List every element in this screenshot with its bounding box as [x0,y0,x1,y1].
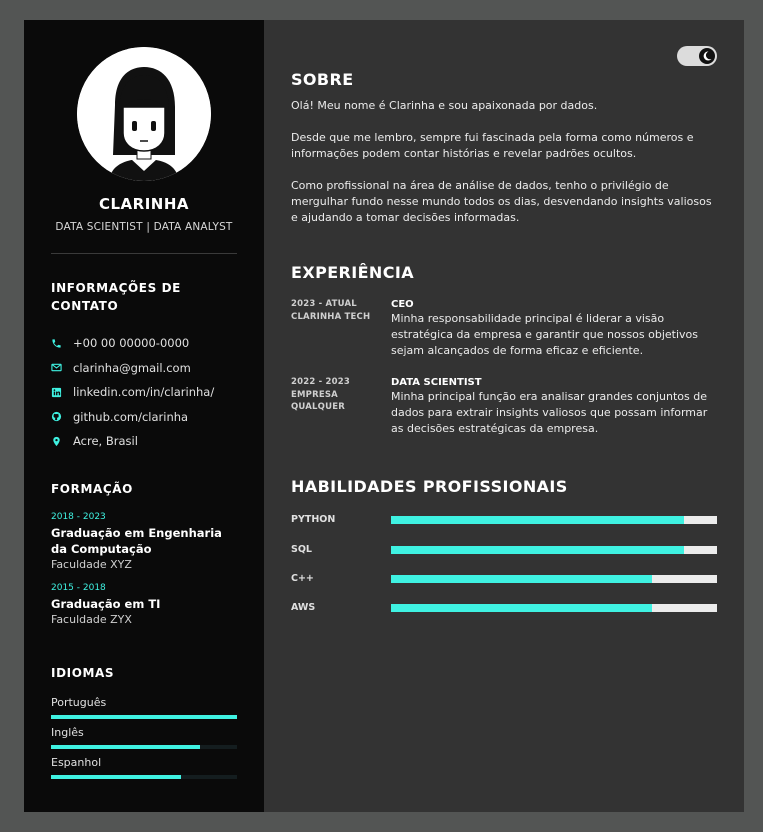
profile-name: CLARINHA [98,195,190,213]
experience-title: EXPERIÊNCIA [291,263,414,282]
skill-bar-fill [391,604,652,612]
profile-role: DATA SCIENTIST | DATA ANALYST [55,221,233,233]
about-paragraph: Como profissional na área de análise de dados, tenho o privilégio de mergulhar fundo nesse mundo todos os dias, desvendando insights valiosos e ajudando a tomar decisões informadas. [291,179,712,224]
education-title: FORMAÇÃO [51,482,133,496]
skill-bar-fill [391,516,684,524]
skill-bar [391,546,717,554]
sidebar-divider [51,253,237,254]
language-item [51,726,237,749]
email-icon [51,361,73,375]
education-item [51,583,241,628]
location-icon [51,434,73,448]
skill-label: SQL [291,544,312,555]
skill-item [291,514,717,525]
languages-title: IDIOMAS [51,666,115,680]
language-label: Português [51,696,107,709]
skill-bar-fill [391,575,652,583]
contact-email[interactable] [51,356,241,381]
language-bar-fill [51,775,181,779]
experience-period: 2022 - 2023 [291,377,350,387]
skill-item [291,573,717,584]
skill-item [291,544,717,555]
contact-phone[interactable] [51,331,241,356]
education-years: 2018 - 2023 [51,512,106,522]
language-label: Inglês [51,726,84,739]
contact-list [51,331,241,454]
skill-item [291,602,717,613]
skill-label: AWS [291,602,316,613]
theme-toggle[interactable] [677,46,717,66]
contact-location-text: Acre, Brasil [73,434,138,449]
experience-desc: Minha responsabilidade principal é liderar a visão estratégica da empresa e garantir que nossos objetivos sejam alcançados de forma eficaz e eficiente. [391,312,699,357]
contact-title: INFORMAÇÕES DE CONTATO [51,281,181,313]
education-degree: Graduação em Engenharia da Computação [51,526,222,556]
experience-job: CEO [391,299,414,310]
avatar [77,47,211,181]
language-label: Espanhol [51,756,102,769]
education-degree: Graduação em TI [51,597,161,611]
about-paragraph: Desde que me lembro, sempre fui fascinada pela forma como números e informações podem contar histórias e revelar padrões ocultos. [291,131,694,160]
phone-icon [51,336,73,350]
language-bar [51,775,237,779]
education-years: 2015 - 2018 [51,583,106,593]
linkedin-icon [51,385,73,399]
skill-bar-fill [391,546,684,554]
about-title: SOBRE [291,70,354,89]
experience-period: 2023 - ATUAL [291,299,357,309]
experience-desc: Minha principal função era analisar grandes conjuntos de dados para extrair insights valiosos que possam informar as decisões estratégicas da empresa. [391,390,708,435]
moon-icon [699,48,715,64]
skill-bar [391,575,717,583]
experience-item [291,376,721,437]
skills-title: HABILIDADES PROFISSIONAIS [291,477,568,496]
experience-job: DATA SCIENTIST [391,377,482,388]
skill-bar [391,516,717,524]
contact-location [51,429,241,454]
education-school: Faculdade ZYX [51,613,132,626]
sidebar [24,20,264,812]
contact-email-text: clarinha@gmail.com [73,360,191,375]
education-item [51,512,241,573]
skill-label: C++ [291,573,314,584]
contact-github[interactable] [51,405,241,430]
language-bar [51,745,237,749]
skill-label: PYTHON [291,514,336,525]
contact-phone-text: +00 00 00000-0000 [73,336,190,351]
about-paragraph: Olá! Meu nome é Clarinha e sou apaixonada por dados. [291,99,598,112]
contact-linkedin[interactable] [51,380,241,405]
contact-github-text: github.com/clarinha [73,409,189,424]
skill-bar [391,604,717,612]
language-bar [51,715,237,719]
contact-linkedin-text: linkedin.com/in/clarinha/ [73,385,215,400]
education-school: Faculdade XYZ [51,558,132,571]
experience-item [291,298,721,359]
experience-company: EMPRESA QUALQUER [291,389,345,412]
resume-card [24,20,744,812]
language-item [51,696,237,719]
language-bar-fill [51,715,237,719]
language-item [51,756,237,779]
language-bar-fill [51,745,200,749]
experience-company: CLARINHA TECH [291,311,371,322]
github-icon [51,410,73,424]
main-content [264,20,744,812]
